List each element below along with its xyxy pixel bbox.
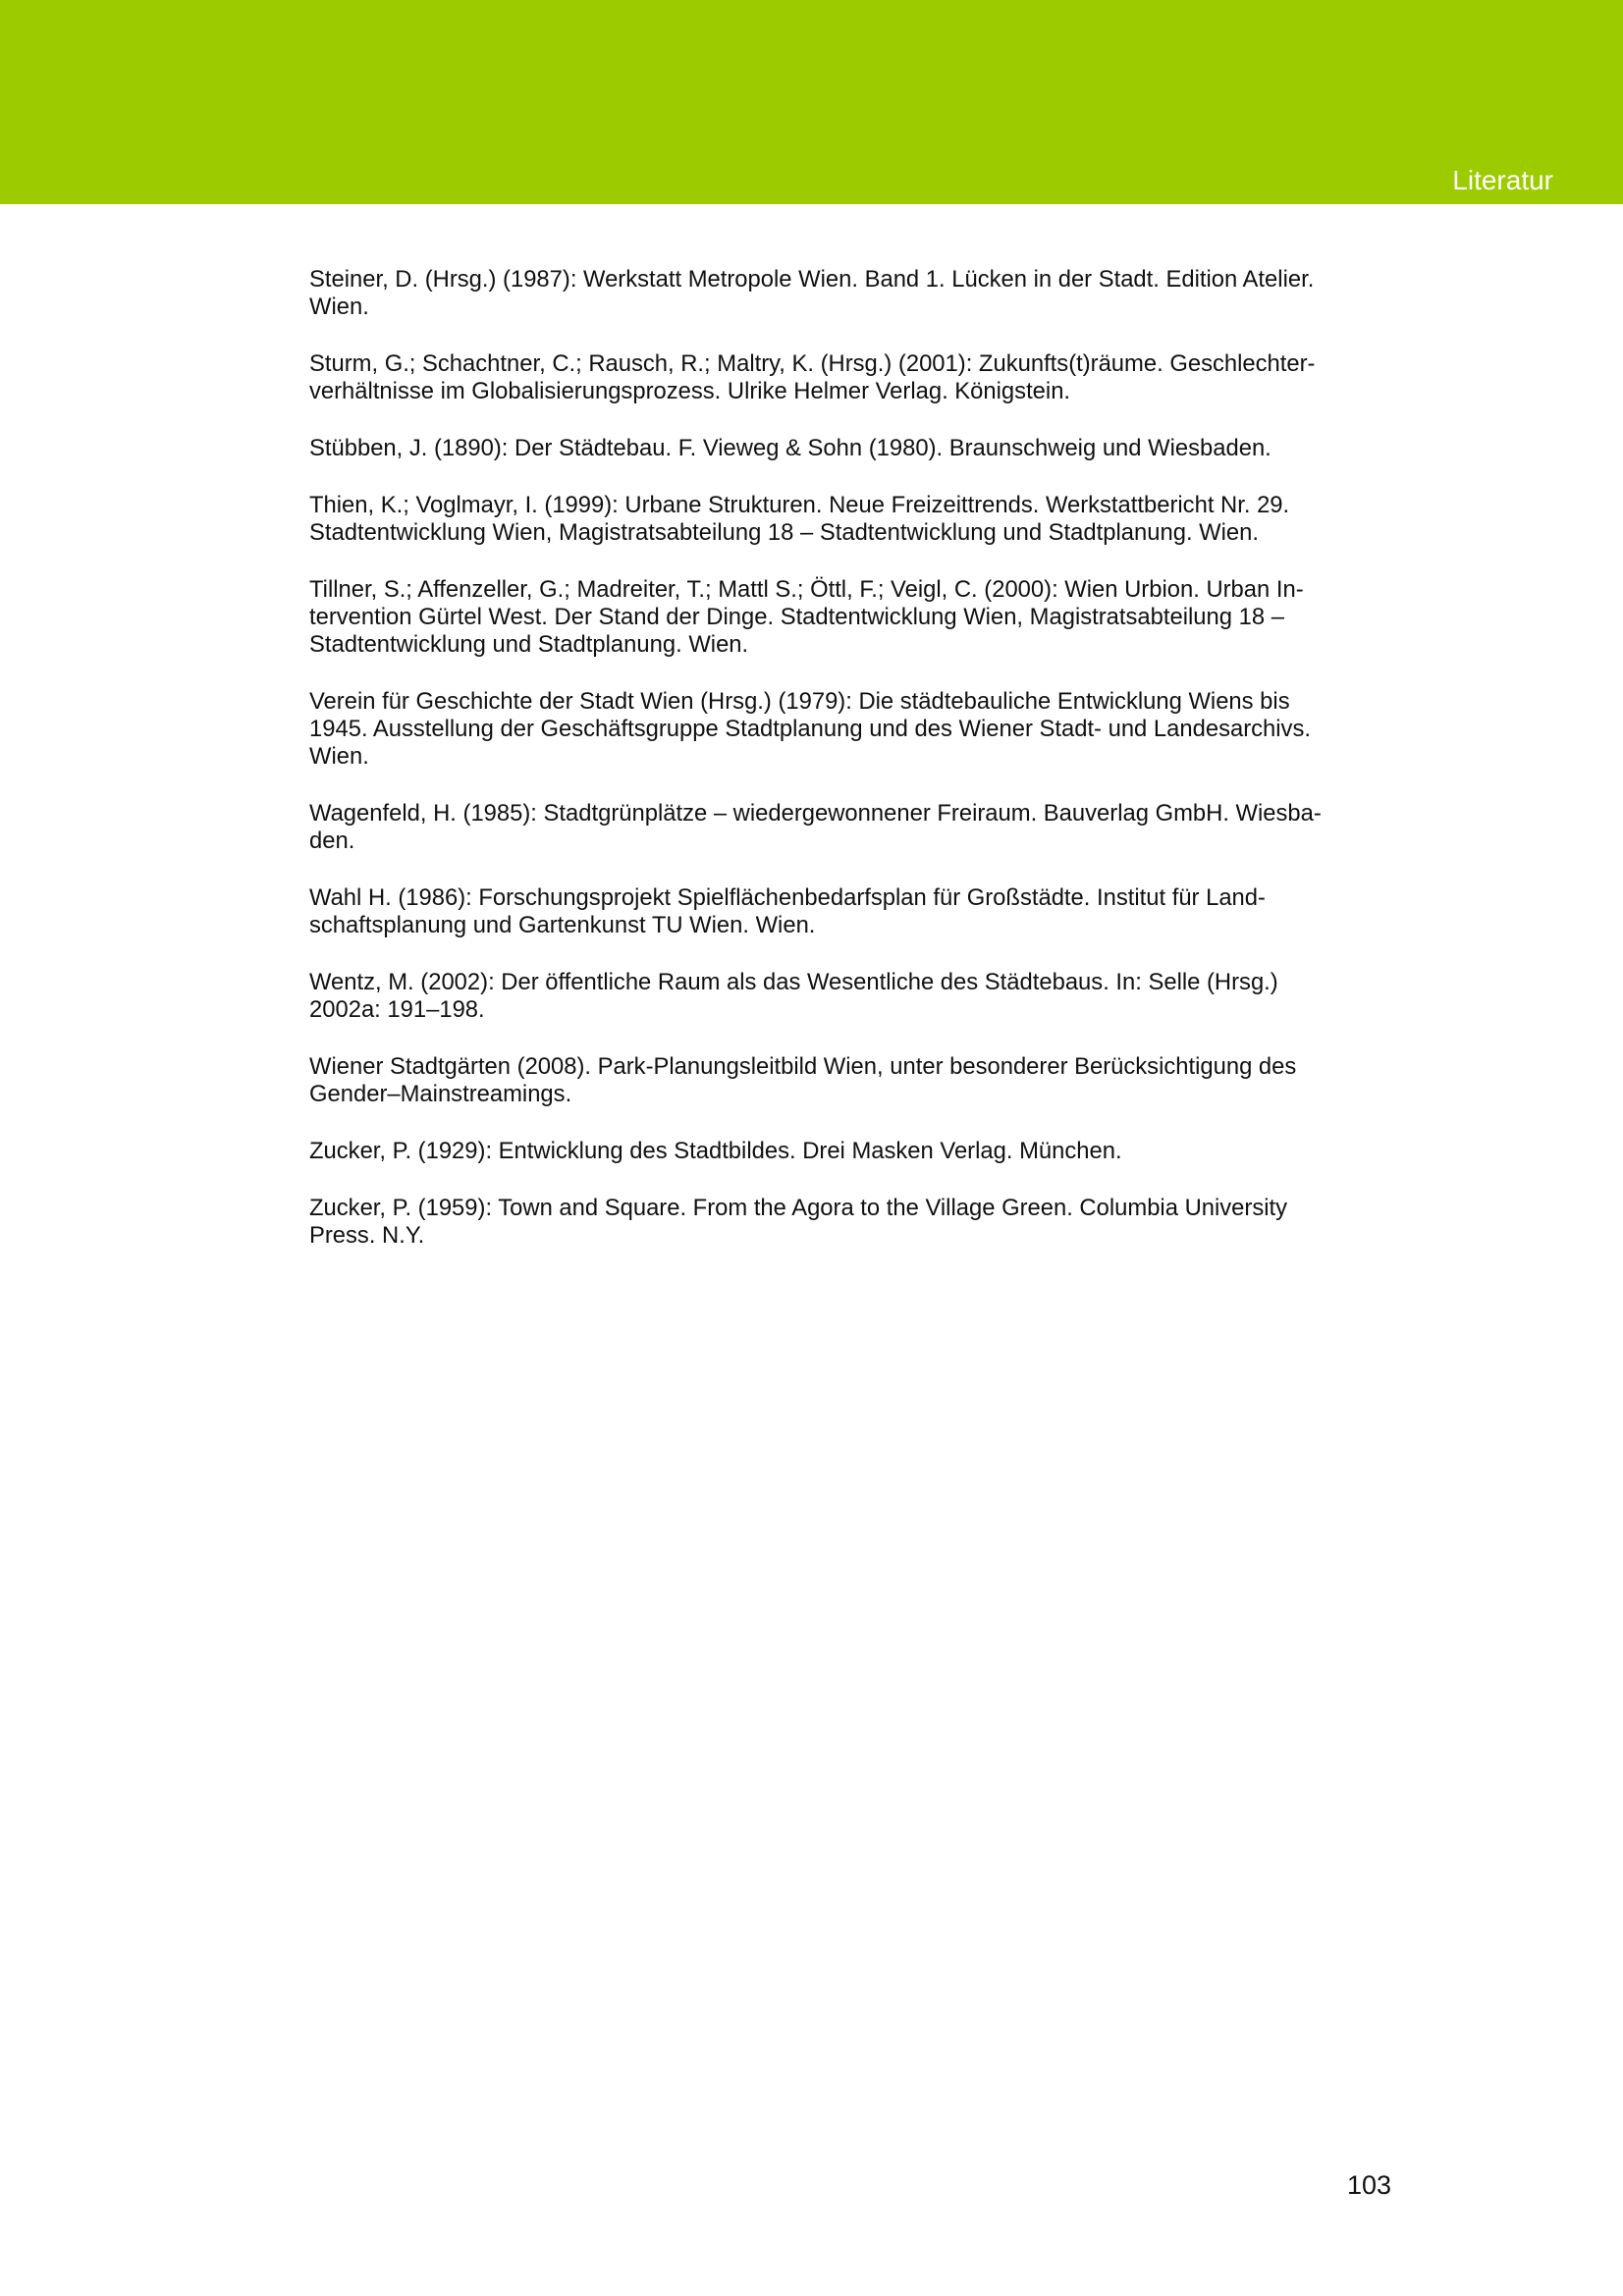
- reference-entry: Wiener Stadtgärten (2008). Park-Planungsleitbild Wien, unter besonderer Berücksichtigung des Gender–Mainstreamings.: [309, 1053, 1297, 1107]
- reference-entry: Stübben, J. (1890): Der Städtebau. F. Vieweg & Sohn (1980). Braunschweig und Wiesbaden.: [309, 435, 1271, 461]
- page-number: 103: [1346, 2170, 1391, 2200]
- reference-entry: Sturm, G.; Schachtner, C.; Rausch, R.; Maltry, K. (Hrsg.) (2001): Zukunfts(t)räume. Geschlechter- verhältnisse im Globalisierungsprozess. Ulrike Helmer Verlag. Königstein.: [309, 350, 1316, 404]
- section-title: Literatur: [1452, 165, 1553, 195]
- reference-entry: Steiner, D. (Hrsg.) (1987): Werkstatt Metropole Wien. Band 1. Lücken in der Stadt. Edition Atelier. Wien.: [309, 266, 1315, 320]
- reference-entry: Wahl H. (1986): Forschungsprojekt Spielflächenbedarfsplan für Großstädte. Institut für Land- schaftsplanung und Gartenkunst TU Wien. Wien.: [309, 884, 1266, 938]
- reference-entry: Tillner, S.; Affenzeller, G.; Madreiter, T.; Mattl S.; Öttl, F.; Veigl, C. (2000): Wien Urbion. Urban In- tervention Gürtel West. Der Stand der Dinge. Stadtentwicklung Wien, Magistratsabteilung 18 – Stadtentwicklung und Stadtplanung. Wien.: [309, 576, 1304, 658]
- header-band: [0, 0, 1623, 204]
- reference-entry: Wagenfeld, H. (1985): Stadtgrünplätze – wiedergewonnener Freiraum. Bauverlag GmbH. Wiesba- den.: [309, 800, 1322, 854]
- reference-entry: Verein für Geschichte der Stadt Wien (Hrsg.) (1979): Die städtebauliche Entwicklung Wiens bis 1945. Ausstellung der Geschäftsgruppe Stadtplanung und des Wiener Stadt- und Landesarchivs. Wien.: [309, 688, 1311, 770]
- reference-list: [309, 266, 1380, 1279]
- reference-entry: Zucker, P. (1959): Town and Square. From the Agora to the Village Green. Columbia University Press. N.Y.: [309, 1195, 1288, 1249]
- reference-entry: Wentz, M. (2002): Der öffentliche Raum als das Wesentliche des Städtebaus. In: Selle (Hrsg.) 2002a: 191–198.: [309, 969, 1278, 1023]
- reference-entry: Zucker, P. (1929): Entwicklung des Stadtbildes. Drei Masken Verlag. München.: [309, 1138, 1122, 1164]
- reference-entry: Thien, K.; Voglmayr, I. (1999): Urbane Strukturen. Neue Freizeittrends. Werkstattbericht Nr. 29. Stadtentwicklung Wien, Magistratsabteilung 18 – Stadtentwicklung und Stadtplanung. Wien.: [309, 492, 1290, 546]
